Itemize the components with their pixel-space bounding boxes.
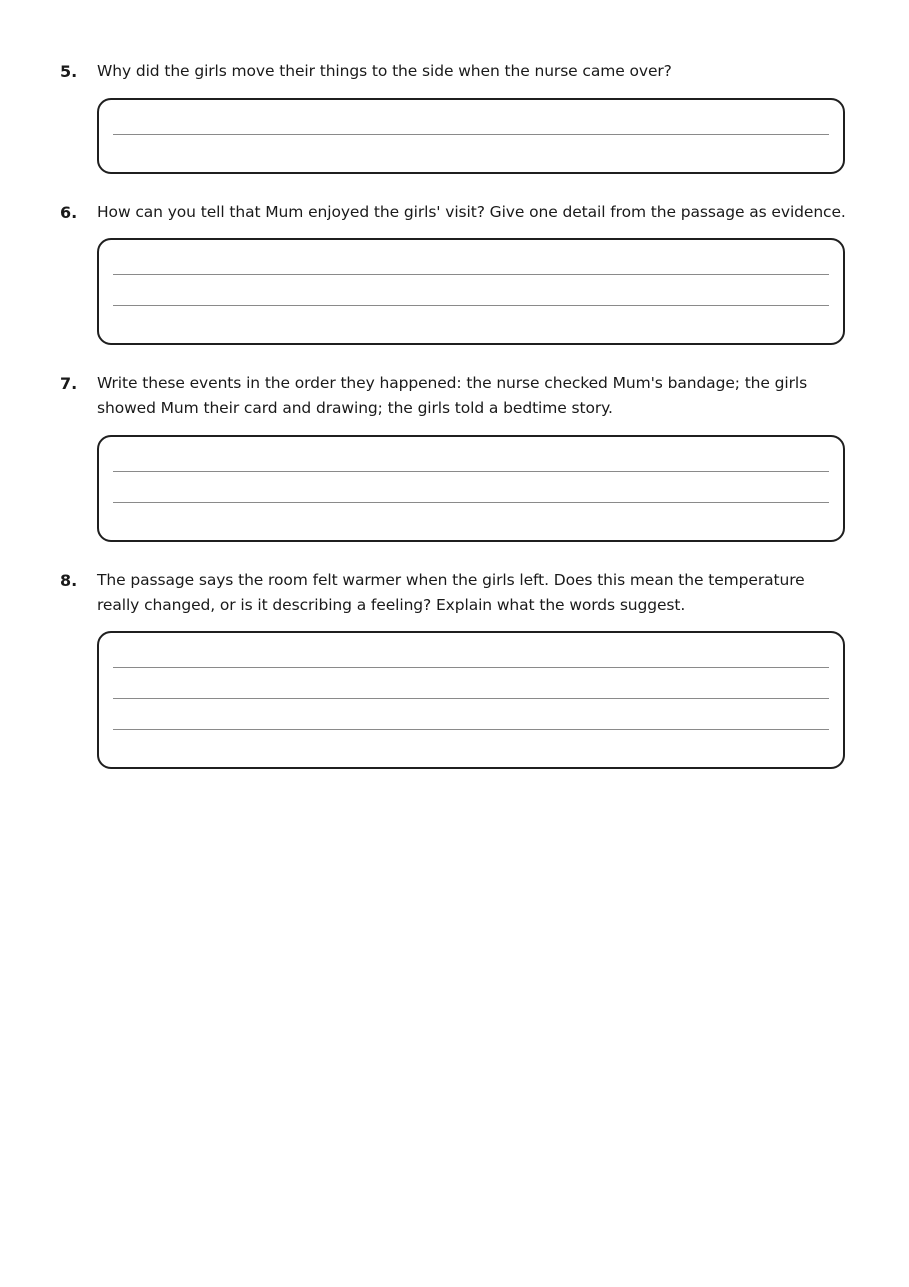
- question-number: 5.: [60, 62, 78, 81]
- answer-box-7[interactable]: [97, 435, 845, 542]
- question-text: How can you tell that Mum enjoyed the girls' visit? Give one detail from the passage as evidence.: [97, 203, 846, 221]
- answer-box-5[interactable]: [97, 98, 845, 174]
- answer-line: [113, 305, 829, 306]
- question-number: 8.: [60, 571, 78, 590]
- question-text: Why did the girls move their things to the side when the nurse came over?: [97, 62, 672, 80]
- question-number: 6.: [60, 203, 78, 222]
- question-text: Write these events in the order they happened: the nurse checked Mum's bandage; the girls showed Mum their card and drawing; the girls told a bedtime story.: [97, 374, 808, 417]
- answer-line: [113, 502, 829, 503]
- answer-line: [113, 667, 829, 668]
- answer-line: [113, 698, 829, 699]
- question-number: 7.: [60, 374, 78, 393]
- answer-line: [113, 134, 829, 135]
- answer-line: [113, 471, 829, 472]
- answer-line: [113, 729, 829, 730]
- question-text: The passage says the room felt warmer when the girls left. Does this mean the temperature really changed, or is it describing a feeling? Explain what the words suggest.: [97, 571, 805, 614]
- answer-line: [113, 274, 829, 275]
- answer-box-8[interactable]: [97, 631, 845, 769]
- answer-box-6[interactable]: [97, 238, 845, 345]
